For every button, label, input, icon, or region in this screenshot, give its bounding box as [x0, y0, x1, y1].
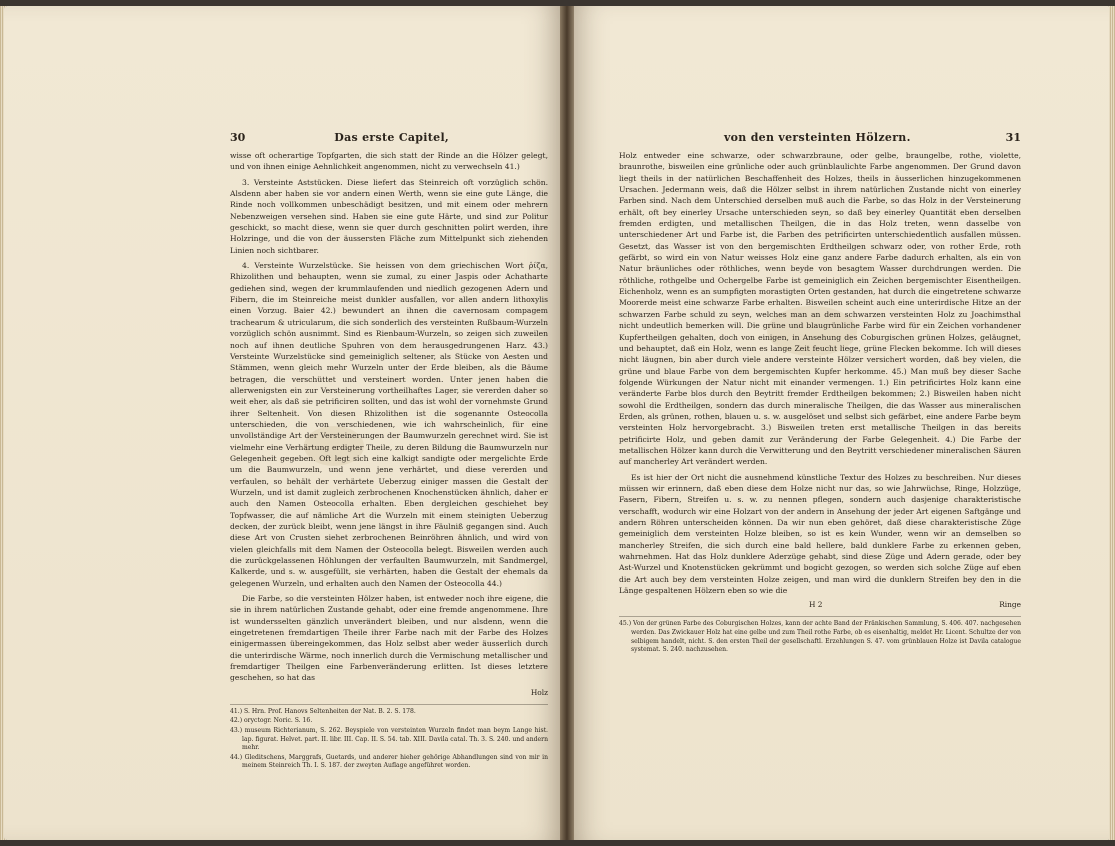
left-body-text — [230, 150, 548, 684]
left-page — [4, 6, 567, 840]
right-paragraph-2: Es ist hier der Ort nicht die ausnehmend künstliche Textur des Holzes zu beschreiben. Nur dieses müssen wir erinnern, daß eben diese dem Holze nicht nur das, so wie Jahrwüchse, Ringe, Holzzüge, Fasern, Fibern, Streifen u. s. w. zu nennen pflegen, sondern auch dasjenige charakteristische verschafft, wodurch wir eine Holzart von der andern in Ansehung der jeder Art eigenen Saftgänge und andern Röhren unterscheiden können. Da wir nun eben gehöret, daß diese charakteristische Züge gemeiniglich dem versteinten Holze bleiben, so ist es kein Wunder, wenn wir an demselben so mancherley Streifen, die sich durch eine bald hellere, bald dunklere Farbe zu erkennen geben, wahrnehmen. Hat das Holz dunklere Aderzüge gehabt, sind diese Züge und Adern gerade, oder bey Ast-Wurzel und Knotenstücken gekrümmt und bogicht gezogen, so werden sich solche Züge auf eben die Art auch bey dem versteinten Holze zeigen, und man wird die dunklern Streifen bey den in die Länge gespaltenen Hölzern eben so wie die — [619, 472, 1021, 596]
right-paragraph-1: Holz entweder eine schwarze, oder schwarzbraune, oder gelbe, braungelbe, rothe, violette, braunrothe, bisweilen eine grünliche oder auch grünblaulichte Farbe angenommen. Der Grund davon liegt theils in der natürlichen Beschaffenheit des Holzes, theils in äusserlichen hinzugekommenen Ursachen. Jedermann weis, daß die Hölzer selbst in ihrem natürlichen Zustande nicht von einerley Farben sind. Nach dem Unterschied derselben muß auch die Farbe, so das Holz in der Versteinerung erhält, oft bey einerley Ursache unterschieden seyn, so daß bey einerley Quantität eben derselben fremden erdigten, und metallischen Theilgen, die in das Holz treten, wenn dasselbe von unterschiedener Art und Farbe ist, die Farben des petrificirten unterschiedentlich ausfallen müssen. Gesetzt, das Wasser ist von den bergemischten Erdtheilgen schwarz oder, von rother Erde, roth gefärbt, so wird ein von Natur weisses Holz eine ganz andere Farbe dadurch erhalten, als ein von Natur bräunliches oder röthliches, wenn beyde von besagtem Wasser durchdrungen werden. Die röthliche, rothgelbe und Ochergelbe Farbe ist gemeiniglich ein Zeichen bergemischter Eisentheilgen. Eichenholz, wenn es an sumpfigten morastigten Orten gestanden, hat durch die eingetretene schwarze Moorerde meist eine schwarze Farbe erhalten. Bisweilen scheint auch eine unterirdische Hitze an der schwarzen Farbe schuld zu seyn, welches man an dem schwarzen versteinten Holz zu Joachimsthal nicht undeutlich bemerken will. Die grüne und blaugrünliche Farbe wird für ein Zeichen vorhandener Kupfertheilgen gehalten, doch von einigen, in Ansehung des Coburgischen grünen Holzes, geläugnet, und behauptet, daß ein Holz, wenn es lange Zeit feucht liege, grüne Flecken bekomme. Ich will dieses nicht läugnen, bin aber durch viele andere versteinte Hölzer versichert worden, daß bey vielen, die grüne und blaue Farbe von dem bergemischten Kupfer herkomme. 45.) Man muß bey dieser Sache folgende Würkungen der Natur nicht mit einander vermengen. 1.) Ein petrificirtes Holz kann eine veränderte Farbe blos durch den Beytritt fremder Erdtheilgen bekommen; 2.) Bisweilen haben nicht sowohl die Erdtheilgen, sondern das durch mineralische Theilgen, die das Wasser aus mineralischen Erden, als grünen, rothen, blauen u. s. w. ausgelöset und selbst sich gefärbet, eine andere Farbe beym versteinten Holz hervorgebracht. 3.) Bisweilen treten erst metallische Theilgen in das bereits petrificirte Holz, und geben damit zur Veränderung der Farbe Gelegenheit. 4.) Die Farbe der metallischen Hölzer kann durch die Verwitterung und den Beytritt verschiedener mineralischen Säuren auf mancherley Art verändert werden. — [619, 151, 1021, 467]
right-body-text — [619, 150, 1021, 596]
left-page-number: 30 — [230, 131, 246, 144]
left-paragraph-1: wisse oft ocherartige Topfgarten, die sich statt der Rinde an die Hölzer gelegt, und von ihnen einige Aehnlichkeit angenommen, nicht zu verwechseln 41.) — [230, 151, 548, 172]
footnote-41: 41.) S. Hrn. Prof. Hanovs Seltenheiten der Nat. B. 2. S. 178. — [230, 707, 416, 715]
footnote-45: 45.) Von der grünen Farbe des Coburgischen Holzes, kann der achte Band der Fränkischen Sammlung, S. 406. 407. nachgesehen werden. Das Zwickauer Holz hat eine gelbe und zum Theil rothe Farbe, ob es eisenhaltig, meldet Hr. Licent. Schultze der von selbigem handelt, nicht. S. den ersten Theil der gesellschaftl. Erzehlungen S. 47. vom grünblauen Holze ist Davila catalogue systemat. S. 240. nachzusehen. — [619, 620, 1021, 654]
printer-signature: H 2 — [809, 600, 823, 610]
right-running-title: von den versteinten Hölzern. — [723, 131, 911, 144]
right-catchword: Ringe — [999, 600, 1021, 610]
right-page — [567, 6, 1111, 840]
right-page-content — [619, 128, 1021, 656]
left-running-title: Das erste Capitel, — [334, 131, 450, 144]
left-paragraph-4: Die Farbe, so die versteinten Hölzer haben, ist entweder noch ihre eigene, die sie in ihrem natürlichen Zustande gehabt, oder eine fremde angenommene. Ihre ist wundersselten gänzlich unverändert bleiben, und nur alsdenn, wenn die eingetretenen fremdartigen Theile ihrer Farbe nach mit der Farbe des Holzes einigermassen übereingekommen, das Holz selbst aber weder äusserlich durch die unterirdische Wärme, noch innerlich durch die Vermischung metallischer und fremdartiger Theilgen eine Farbenveränderung erlitten. Ist dieses letztere geschehen, so hat das — [230, 594, 548, 683]
right-signature-line — [619, 600, 1021, 610]
book-gutter — [560, 6, 574, 840]
left-paragraph-3: 4. Versteinte Wurzelstücke. Sie heissen von dem griechischen Wort ῥίζα, Rhizolithen und behaupten, wenn sie zumal, zu einer Jaspis oder Achatharte gediehen sind, wegen der krummlaufenden und niedlich gezogenen Adern und Fibern, die im Steinreiche meist dunkler ausfallen, vor allen andern lithoxylis einen Vorzug. Baier 42.) bewundert an ihnen die cavernosam compagem trachearum & utricularum, die sich sonderlich des versteinten Rußbaum-Wurzeln vorzüglich schön ausnimmt. Sind es Rienbaum-Wurzeln, so zeigen sich zuweilen noch auf ihnen deutliche Spuhren von dem herausgedrungenen Harz. 43.) Versteinte Wurzelstücke sind gemeiniglich seltener, als Stücke von Aesten und Stämmen, wenn gleich mehr Wurzeln unter der Erde bleiben, als die Bäume betragen, die verschüttet und versteinert worden. Unter jenen haben die allerwenigsten ein zur Versteinerung vortheilhaftes Lager, sie vererden daher so weit eher, als daß sie petrificiren sollten, und das ist wohl der vornehmste Grund ihrer Seltenheit. Von diesen Rhizolithen ist die sogenannte Osteocolla unterschieden, die von verschiedenen, wie ich wahrscheinlich, für eine unvollständige Art der Versteinerungen der Baumwurzeln gerechnet wird. Sie ist vielmehr eine Verhärtung erdigter Theile, zu deren Bildung die Baumwurzeln nur Gelegenheit gegeben. Oft legt sich eine kalkigt sandigte oder mergelichte Erde um die Baumwurzeln, und wenn jene verhärtet, und diese vererden und verfaulen, so behält der verhärtete Ueberzug einiger massen die Gestalt der Wurzeln, und ist damit zugleich zerbrochenen Knochenstücken ähnlich, daher er auch den Namen Osteocolla erhalten. Eben dergleichen geschiehet bey Topfwasser, die auf nämliche Art die Wurzeln mit einem steinigten Ueberzug decken, der zurück bleibt, wenn jene längst in ihre Fäulniß gegangen sind. Auch diese Art von Crusten siehet zerbrochenen Beinröhren ähnlich, und wird von vielen gleichfalls mit dem Namen der Osteocolla belegt. Bisweilen werden auch die zurückgelassenen Höhlungen der verfaulten Baumwurzeln, mit Sandmergel, Kalkerde, und s. w. ausgefüllt, sie verhärten, haben die Gestalt der ehemals da gelegenen Wurzeln, und erhalten auch den Namen der Osteocolla 44.) — [230, 261, 548, 588]
right-footnotes — [619, 616, 1021, 654]
footnote-43: 43.) museum Richterianum, S. 262. Beyspiele von versteinten Wurzeln findet man beym Lange hist. lap. figurat. Helvet. part. II. libr. III. Cap. II. S. 54. tab. XIII. Davila catal. Th. 3. S. 240. und andern mehr. — [230, 727, 548, 752]
footnote-44: 44.) Gleditschens, Marggrafs, Guetards, und anderer hieher gehörige Abhandlungen sind von mir in meinem Steinreich Th. I. S. 187. der zweyten Auflage angeführet worden. — [230, 753, 548, 770]
left-catchword: Holz — [530, 687, 548, 697]
footnote-42: 42.) oryctogr. Noric. S. 16. — [230, 717, 313, 725]
left-footnotes — [230, 704, 548, 771]
right-page-edge — [1109, 6, 1115, 840]
right-page-number: 31 — [1005, 131, 1021, 144]
left-page-content — [230, 128, 548, 772]
left-paragraph-2: 3. Versteinte Aststücken. Diese liefert das Steinreich oft vorzüglich schön. Alsdenn aber haben sie vor andern einen Werth, wenn sie eine gute Länge, die Rinde noch vollkommen unbeschädigt besitzen, und mit einem oder mehrern Nebenzweigen versehen sind. Haben sie eine gute Härte, und sind zur Politur geschickt, so macht diese, wenn sie quer durch geschnitten polirt werden, ihre Holzringe, und die von der äussersten Fläche zum Mittelpunkt sich ziehenden Linien noch sichtbarer. — [230, 177, 548, 255]
